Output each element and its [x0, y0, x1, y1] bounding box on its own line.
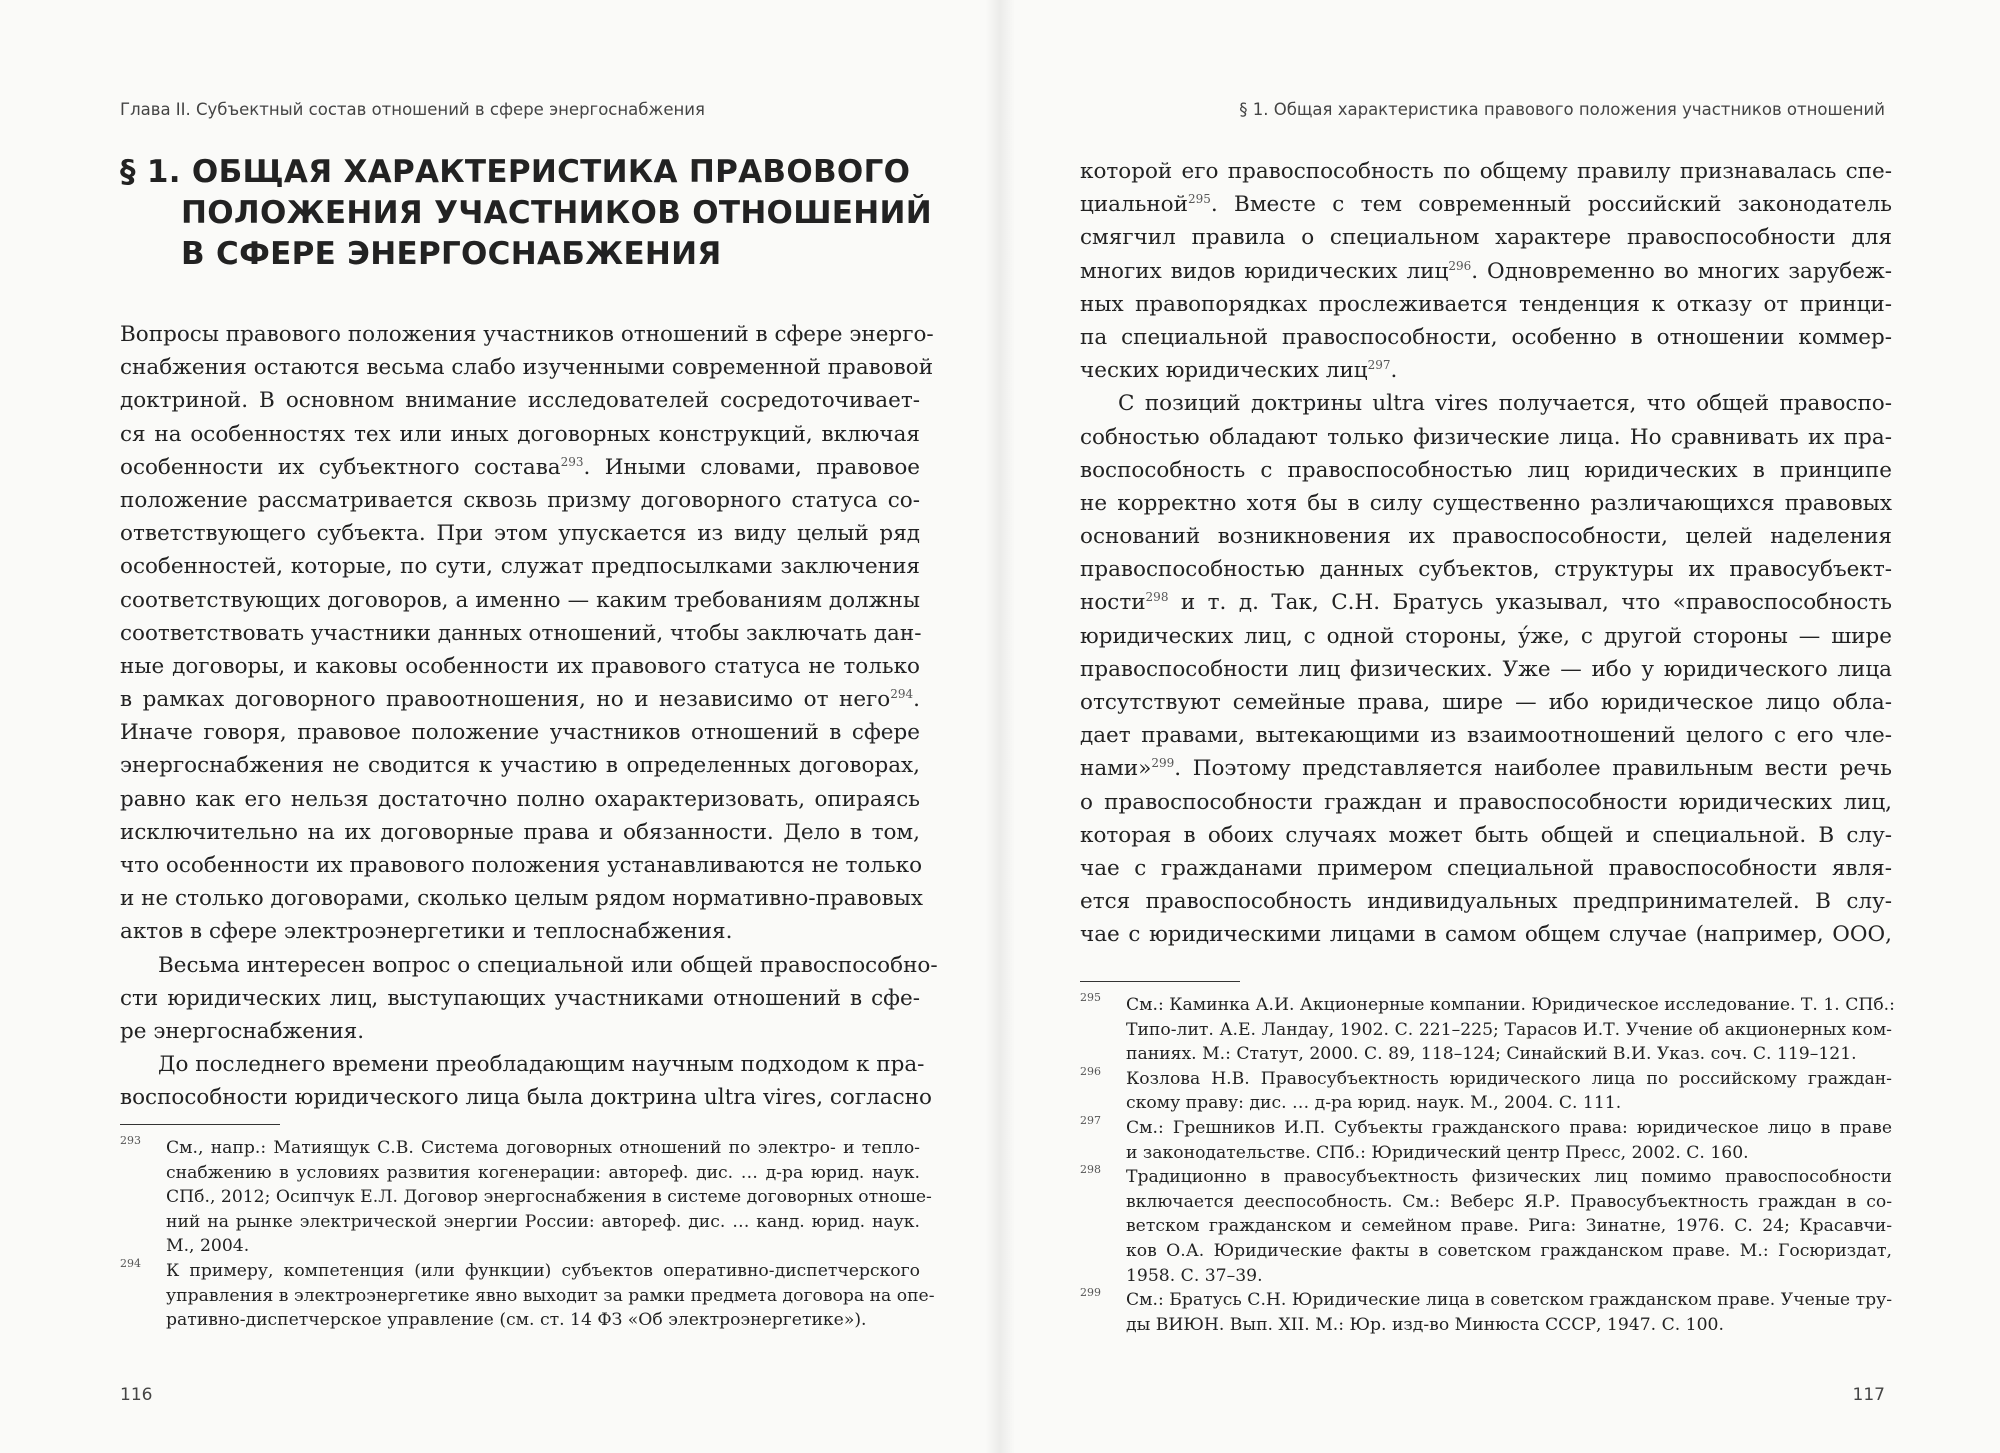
text-line: что особенности их правового положения устанавливаются не только — [120, 853, 923, 878]
text-line: воспособности юридического лица была доктрина ultra vires, согласно — [120, 1085, 932, 1111]
text-line: которой его правоспособность по общему правилу признавалась спе- — [1080, 159, 1892, 184]
footnote-line: Козлова Н.В. Правосубъектность юридического лица по российскому граждан- — [1126, 1068, 1892, 1089]
footnote-line: Традиционно в правосубъектность физических лиц помимо правоспособности — [1126, 1167, 1892, 1188]
title-line: В СФЕРЕ ЭНЕРГОСНАБЖЕНИЯ — [181, 236, 722, 272]
text-segment: . — [913, 687, 920, 713]
text-line: С позиций доктрины ultra vires получается, что общей правоспо- — [1118, 391, 1892, 417]
body-text-left — [120, 318, 938, 1115]
body-text-right — [1080, 155, 1892, 952]
text-line: ся на особенностях тех или иных договорных конструкций, включая — [120, 421, 920, 447]
text-line: снабжения остаются весьма слабо изученными современной правовой — [120, 355, 934, 381]
footnote-line: скому праву: дис. … д-ра юрид. наук. М., 2004. С. 111. — [1126, 1093, 1622, 1114]
text-line: которая в обоих случаях может быть общей и специальной. В слу- — [1080, 822, 1892, 848]
text-line: ре энергоснабжения. — [120, 1018, 365, 1044]
footnote-divider — [120, 1124, 280, 1125]
text-line: Иначе говоря, правовое положение участников отношений в сфере — [120, 720, 920, 746]
text-line — [1080, 752, 1892, 785]
text-line: собностью обладают только физические лица. Но сравнивать их пра- — [1080, 424, 1892, 450]
text-segment: ческих юридических лиц — [1080, 358, 1368, 384]
text-segment: . Одновременно во многих зарубеж- — [1471, 258, 1892, 284]
text-segment: . Вместе с тем современный российский законодатель — [1210, 192, 1892, 218]
text-segment: . Иными словами, правовое — [583, 454, 920, 480]
text-line: воспособность с правоспособностью лиц юридических в принципе — [1080, 457, 1892, 483]
footnote-divider — [1080, 981, 1240, 982]
footnote-line: 1958. С. 37–39. — [1126, 1265, 1263, 1286]
footnote — [1080, 991, 1895, 1067]
text-line: ные договоры, и каковы особенности их правового статуса не только — [120, 653, 920, 679]
page-number-left: 116 — [120, 1385, 153, 1405]
text-line: правоспособности лиц физических. Уже — ибо у юридического лица — [1080, 656, 1892, 682]
text-line: па специальной правоспособности, особенно в отношении коммер- — [1080, 324, 1892, 350]
footnotes-left — [120, 1134, 935, 1333]
text-segment: и т. д. Так, С.Н. Братусь указывал, что «правоспособность — [1168, 590, 1892, 616]
text-segment: нами» — [1080, 756, 1152, 782]
footnote-number: 298 — [1080, 1163, 1101, 1177]
footnote-ref-298[interactable]: 298 — [1145, 590, 1169, 605]
footnote-line: включается дееспособность. См.: Веберс Я.Р. Правосубъектность граждан в со- — [1126, 1191, 1892, 1212]
text-line: равно как его нельзя достаточно полно охарактеризовать, опираясь — [120, 786, 920, 812]
footnote-line: управления в электроэнергетике явно выходит за рамки предмета договора на опе- — [166, 1285, 935, 1306]
text-line — [120, 451, 920, 484]
footnote — [1080, 1113, 1892, 1165]
text-line: актов в сфере электроэнергетики и теплоснабжения. — [120, 919, 733, 945]
title-line: § 1. ОБЩАЯ ХАРАКТЕРИСТИКА ПРАВОВОГО — [120, 154, 911, 190]
footnote-number: 294 — [120, 1256, 141, 1270]
footnote-line: ков О.А. Юридические факты в советском гражданском праве. М.: Госюриздат, — [1126, 1240, 1892, 1261]
text-line: чае с юридическими лицами в самом общем случае (например, ООО, — [1080, 922, 1892, 948]
text-segment: . Поэтому представляется наиболее правильным вести речь — [1174, 756, 1892, 782]
footnote — [1080, 1165, 1892, 1288]
footnote-line: снабжению в условиях развития когенерации: автореф. дис. … д-ра юрид. наук. — [166, 1162, 920, 1183]
footnote-number: 293 — [120, 1134, 141, 1147]
text-line: Вопросы правового положения участников отношений в сфере энерго- — [120, 322, 934, 347]
footnote-line: ветском гражданском и семейном праве. Рига: Зинатне, 1976. С. 24; Красавчи- — [1126, 1216, 1892, 1237]
footnote-ref-295[interactable]: 295 — [1187, 192, 1211, 207]
text-line: юридических лиц, с одной стороны, у́же, с другой стороны — шире — [1080, 623, 1892, 649]
text-segment: циальной — [1080, 192, 1188, 218]
text-line — [1080, 188, 1892, 221]
text-line — [120, 683, 920, 716]
text-segment: в рамках договорного правоотношения, но и независимо от него — [120, 687, 891, 713]
footnote-line: ний на рынке электрической энергии России: автореф. дис. … канд. юрид. наук. — [166, 1211, 920, 1232]
text-line: соответствовать участники данных отношений, чтобы заключать дан- — [120, 620, 922, 646]
footnote-line: СПб., 2012; Осипчук Е.Л. Договор энергоснабжения в системе договорных отноше- — [166, 1187, 932, 1208]
text-line: оснований возникновения их правоспособности, целей наделения — [1080, 524, 1892, 550]
text-line: и не столько договорами, сколько целым рядом нормативно-правовых — [120, 886, 923, 912]
footnote — [1080, 1288, 1892, 1337]
text-line: особенностей, которые, по сути, служат предпосылками заключения — [120, 554, 920, 580]
text-line: отсутствуют семейные права, шире — ибо юридическое лицо обла- — [1080, 690, 1892, 715]
footnote-line: Типо-лит. А.Е. Ландау, 1902. С. 221–225; Тарасов И.Т. Учение об акционерных ком- — [1126, 1019, 1892, 1040]
footnote-line: См.: Грешников И.П. Субъекты гражданского права: юридическое лицо в праве — [1126, 1117, 1892, 1138]
text-line: сти юридических лиц, выступающих участниками отношений в сфе- — [120, 985, 920, 1011]
footnote-number: 296 — [1080, 1064, 1101, 1078]
text-line: соответствующих договоров, а именно — каким требованиям должны — [120, 587, 920, 613]
text-line: не корректно хотя бы в силу существенно различающихся правовых — [1080, 490, 1892, 516]
title-line: ПОЛОЖЕНИЯ УЧАСТНИКОВ ОТНОШЕНИЙ — [181, 195, 933, 231]
footnote-number: 297 — [1080, 1113, 1101, 1127]
footnote-number: 295 — [1080, 991, 1101, 1004]
footnote-line: ды ВИЮН. Вып. XII. М.: Юр. изд-во Минюста СССР, 1947. С. 100. — [1126, 1314, 1724, 1335]
text-line — [1080, 255, 1892, 288]
right-page — [1000, 0, 2000, 1453]
footnote-line: См.: Каминка А.И. Акционерные компании. Юридическое исследование. Т. 1. СПб.: — [1126, 995, 1895, 1015]
text-line: Весьма интересен вопрос о специальной или общей правоспособно- — [158, 952, 938, 978]
footnote — [120, 1256, 935, 1333]
text-line: ется правоспособность индивидуальных предпринимателей. В слу- — [1080, 889, 1892, 915]
footnote-ref-296[interactable]: 296 — [1448, 258, 1472, 273]
text-line: доктриной. В основном внимание исследователей сосредоточивает- — [120, 388, 920, 414]
running-head-left: Глава II. Субъектный состав отношений в сфере энергоснабжения — [120, 100, 705, 119]
text-line: чае с гражданами примером специальной правоспособности явля- — [1080, 855, 1892, 881]
text-line: ных правопорядках прослеживается тенденция к отказу от принци- — [1080, 291, 1892, 317]
text-line — [1080, 586, 1892, 619]
text-line: ответствующего субъекта. При этом упускается из виду целый ряд — [120, 521, 920, 547]
text-line: смягчил правила о специальном характере правоспособности для — [1080, 225, 1892, 251]
footnotes-right — [1080, 991, 1895, 1337]
text-segment: . — [1390, 358, 1398, 384]
footnote-line: и законодательстве. СПб.: Юридический центр Пресс, 2002. С. 160. — [1126, 1142, 1749, 1163]
text-line: положение рассматривается сквозь призму договорного статуса со- — [120, 487, 920, 513]
footnote-ref-294[interactable]: 294 — [890, 686, 914, 701]
book-gutter — [985, 0, 1015, 1453]
text-line: о правоспособности граждан и правоспособности юридических лиц, — [1080, 789, 1892, 815]
text-line: исключительно на их договорные права и обязанности. Дело в том, — [120, 819, 920, 845]
footnote-line: паниях. М.: Статут, 2000. С. 89, 118–124; Синайский В.И. Указ. соч. С. 119–121. — [1126, 1044, 1857, 1065]
footnote — [120, 1134, 932, 1259]
footnote-ref-299[interactable]: 299 — [1151, 756, 1175, 771]
footnote-line: ративно-диспетчерское управление (см. ст. 14 ФЗ «Об электроэнергетике»). — [166, 1310, 867, 1331]
footnote-line: М., 2004. — [166, 1236, 250, 1257]
footnote-line: См.: Братусь С.Н. Юридические лица в советском гражданском праве. Ученые тру- — [1126, 1290, 1892, 1311]
footnote-number: 299 — [1080, 1286, 1101, 1300]
page-number-right: 117 — [1852, 1385, 1885, 1405]
text-line: дает правами, вытекающими из взаимоотношений целого с его чле- — [1080, 723, 1892, 749]
text-segment: многих видов юридических лиц — [1080, 258, 1449, 284]
footnote — [1080, 1064, 1892, 1116]
text-line: правоспособностью данных субъектов, структуры их правосубъект- — [1080, 557, 1892, 583]
text-line — [1080, 354, 1892, 387]
footnote-ref-293[interactable]: 293 — [560, 454, 584, 469]
text-line: До последнего времени преобладающим научным подходом к пра- — [158, 1052, 925, 1078]
text-segment: особенности их субъектного состава — [120, 454, 561, 480]
footnote-ref-297[interactable]: 297 — [1367, 357, 1391, 372]
text-line: энергоснабжения не сводится к участию в определенных договорах, — [120, 753, 920, 779]
text-segment: ности — [1080, 590, 1146, 616]
section-title — [120, 152, 933, 275]
footnote-line: К примеру, компетенция (или функции) субъектов оперативно-диспетчерского — [166, 1260, 920, 1281]
running-head-right: § 1. Общая характеристика правового положения участников отношений — [1239, 100, 1885, 119]
footnote-line: См., напр.: Матиящук С.В. Система договорных отношений по электро- и тепло- — [166, 1138, 920, 1158]
